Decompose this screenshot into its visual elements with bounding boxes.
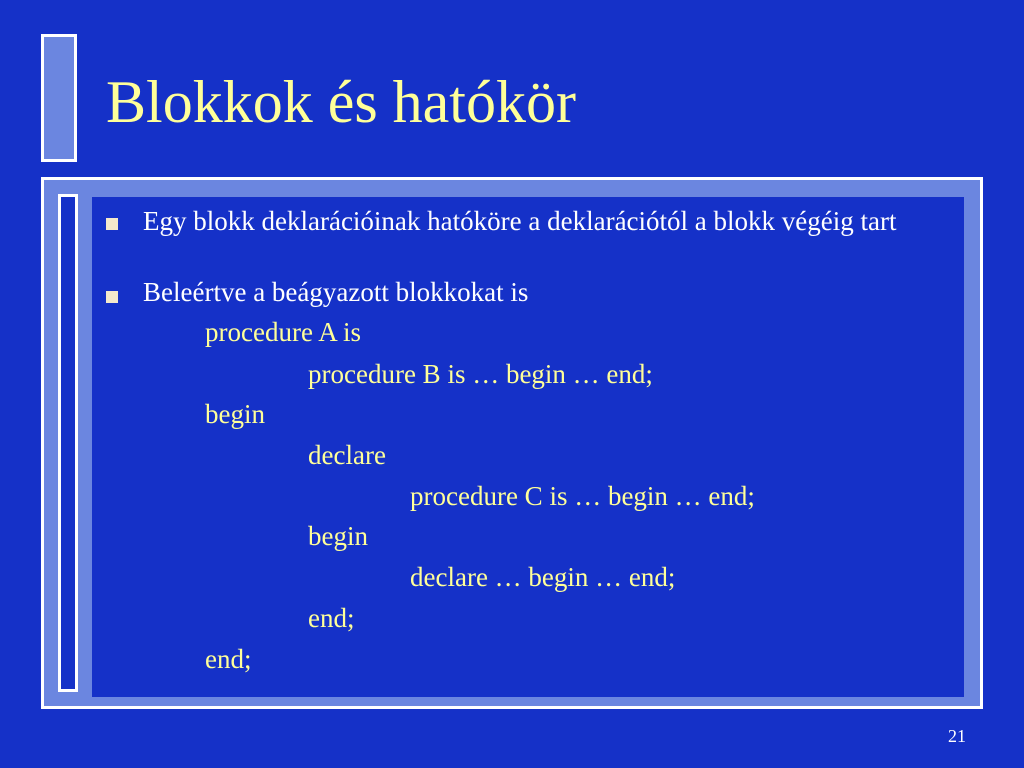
code-line: end; xyxy=(205,644,252,674)
code-line: declare xyxy=(308,440,386,470)
title-accent-bar-fill xyxy=(44,37,74,159)
code-line: procedure C is … begin … end; xyxy=(410,481,755,511)
bullet-text: Egy blokk deklarációinak hatóköre a deklarációtól a blokk végéig tart xyxy=(143,206,897,236)
square-bullet-icon xyxy=(106,218,118,230)
code-line: procedure A is xyxy=(205,317,361,347)
bullet-text: Beleértve a beágyazott blokkokat is xyxy=(143,277,529,307)
square-bullet-icon xyxy=(106,291,118,303)
code-line: begin xyxy=(205,399,265,429)
code-line: procedure B is … begin … end; xyxy=(308,359,653,389)
page-number: 21 xyxy=(948,726,966,746)
code-line: declare … begin … end; xyxy=(410,562,676,592)
slide-title: Blokkok és hatókör xyxy=(106,69,576,135)
code-line: begin xyxy=(308,521,368,551)
content-area xyxy=(92,197,964,697)
code-line: end; xyxy=(308,603,355,633)
content-side-strip xyxy=(61,197,75,689)
